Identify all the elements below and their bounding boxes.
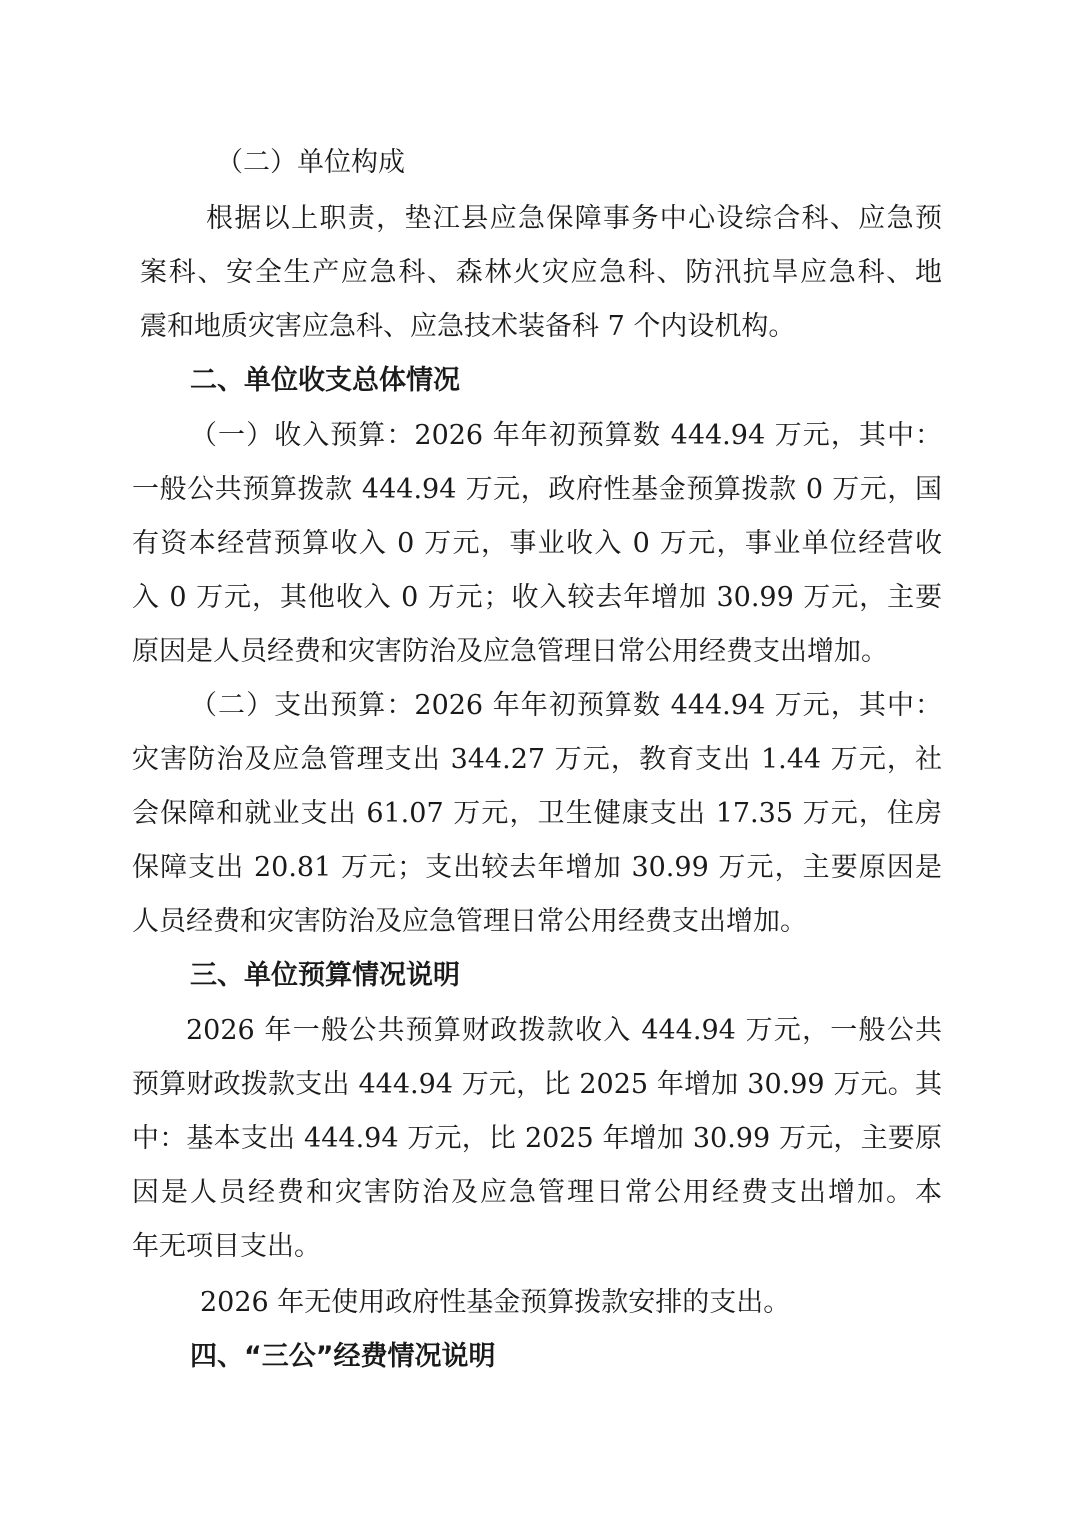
paragraph-expense-line: 灾害防治及应急管理支出 344.27 万元，教育支出 1.44 万元，社 bbox=[132, 744, 942, 775]
paragraph-budget-line: 2026 年一般公共预算财政拨款收入 444.94 万元，一般公共 bbox=[186, 1015, 942, 1046]
paragraph-composition-line: 震和地质灾害应急科、应急技术装备科 7 个内设机构。 bbox=[140, 311, 796, 342]
paragraph-income-line: 入 0 万元，其他收入 0 万元；收入较去年增加 30.99 万元，主要 bbox=[132, 582, 942, 613]
paragraph-income-line: 原因是人员经费和灾害防治及应急管理日常公用经费支出增加。 bbox=[132, 636, 888, 667]
paragraph-expense-line: （二）支出预算：2026 年年初预算数 444.94 万元，其中： bbox=[190, 690, 942, 721]
paragraph-expense-line: 人员经费和灾害防治及应急管理日常公用经费支出增加。 bbox=[132, 906, 807, 937]
paragraph-expense-line: 保障支出 20.81 万元；支出较去年增加 30.99 万元，主要原因是 bbox=[132, 852, 942, 883]
sub-heading-unit-composition: （二）单位构成 bbox=[216, 147, 405, 178]
paragraph-budget-line: 预算财政拨款支出 444.94 万元，比 2025 年增加 30.99 万元。其 bbox=[132, 1069, 942, 1100]
section-heading-2: 二、单位收支总体情况 bbox=[190, 365, 460, 396]
paragraph-income-line: （一）收入预算：2026 年年初预算数 444.94 万元，其中： bbox=[190, 420, 942, 451]
paragraph-expense-line: 会保障和就业支出 61.07 万元，卫生健康支出 17.35 万元，住房 bbox=[132, 798, 942, 829]
paragraph-income-line: 有资本经营预算收入 0 万元，事业收入 0 万元，事业单位经营收 bbox=[132, 528, 942, 559]
paragraph-budget-line: 因是人员经费和灾害防治及应急管理日常公用经费支出增加。本 bbox=[132, 1177, 942, 1208]
paragraph-fund: 2026 年无使用政府性基金预算拨款安排的支出。 bbox=[200, 1287, 791, 1318]
section-heading-4: 四、“三公”经费情况说明 bbox=[190, 1341, 496, 1372]
paragraph-budget-line: 中：基本支出 444.94 万元，比 2025 年增加 30.99 万元，主要原 bbox=[132, 1123, 942, 1154]
paragraph-budget-line: 年无项目支出。 bbox=[132, 1231, 321, 1262]
paragraph-income-line: 一般公共预算拨款 444.94 万元，政府性基金预算拨款 0 万元，国 bbox=[132, 474, 942, 505]
paragraph-composition-line: 根据以上职责，垫江县应急保障事务中心设综合科、应急预 bbox=[206, 203, 942, 234]
section-heading-3: 三、单位预算情况说明 bbox=[190, 960, 460, 991]
paragraph-composition-line: 案科、安全生产应急科、森林火灾应急科、防汛抗旱应急科、地 bbox=[140, 257, 942, 288]
